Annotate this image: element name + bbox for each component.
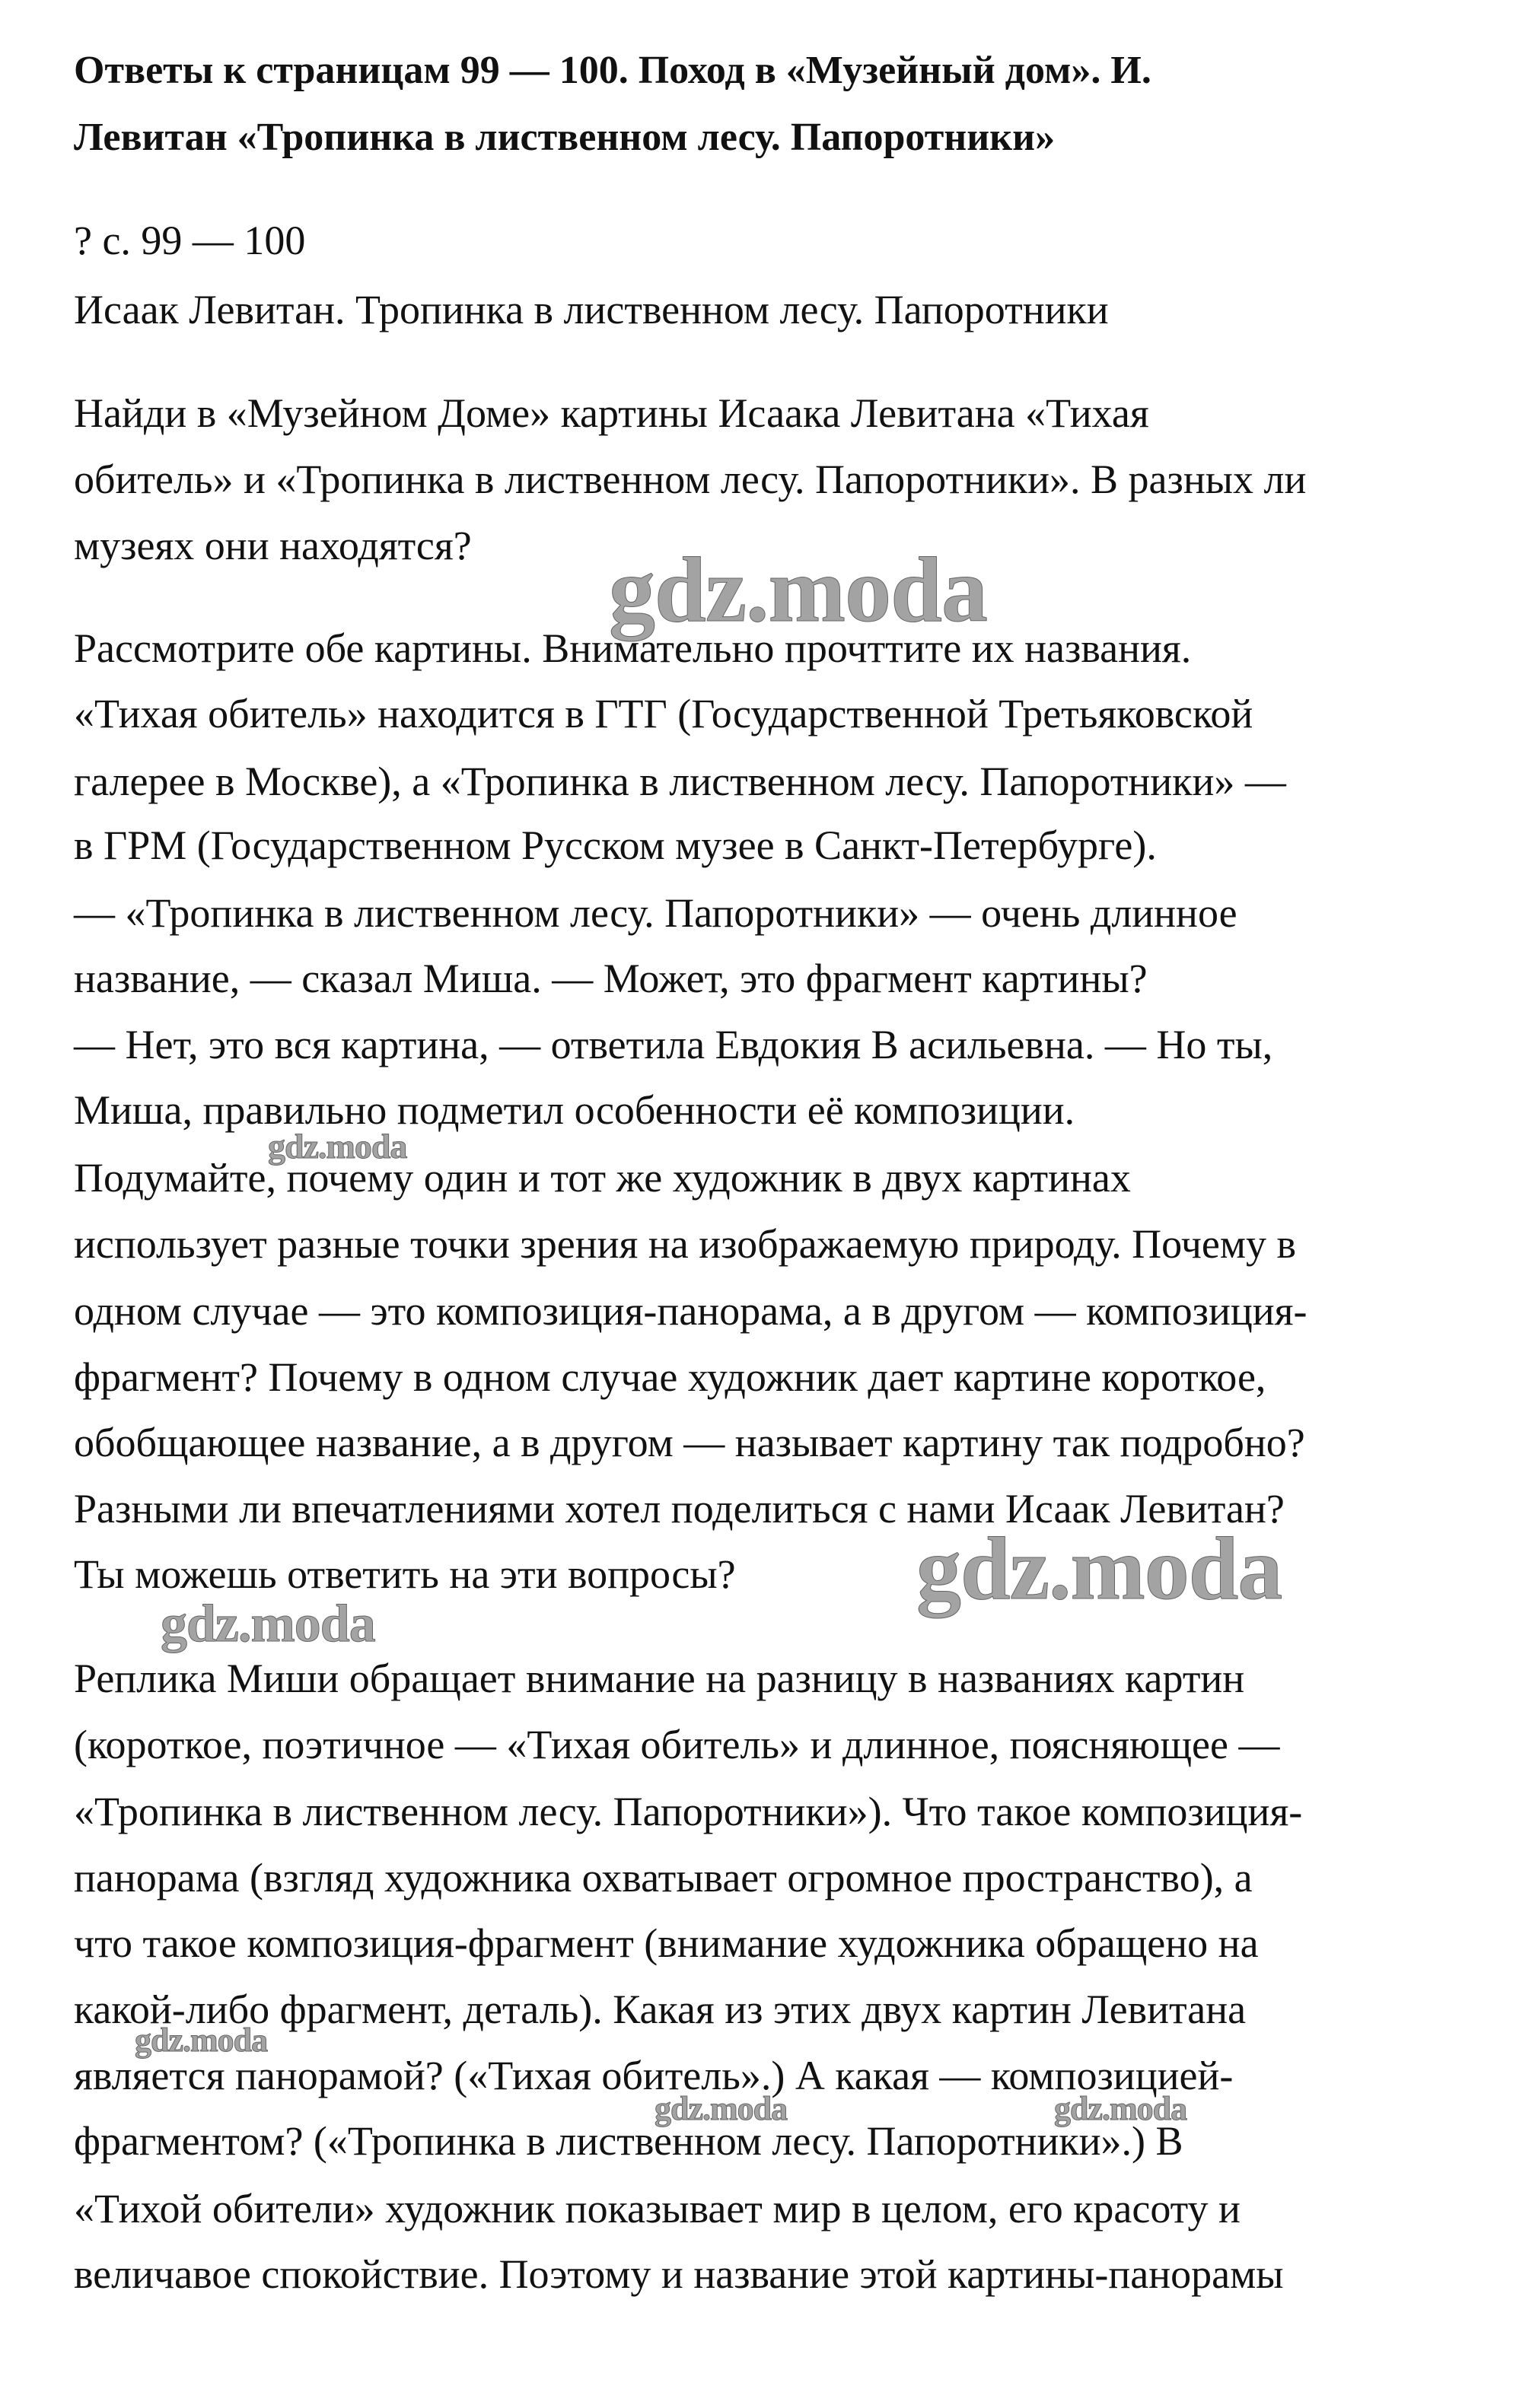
title-line-1: Ответы к страницам 99 — 100. Поход в «Музейный дом». И. [74, 49, 1151, 92]
answer-line: что такое композиция-фрагмент (внимание художника обращено на [74, 1920, 1259, 1966]
body-line: обобщающее название, а в другом — называет картину так подробно? [74, 1420, 1305, 1465]
page-reference: ? с. 99 — 100 [74, 218, 306, 263]
watermark: gdz.moda [161, 1595, 375, 1653]
body-line: Рассмотрите обе картины. Внимательно прочттите их названия. [74, 625, 1192, 671]
question-line: обитель» и «Тропинка в лиственном лесу. Папоротники». В разных ли [74, 456, 1307, 502]
body-line: название, — сказал Миша. — Может, это фрагмент картины? [74, 956, 1148, 1001]
answer-line: панорама (взгляд художника охватывает огромное пространство), а [74, 1855, 1253, 1901]
answer-line: какой-либо фрагмент, деталь). Какая из этих двух картин Левитана [74, 1987, 1247, 2032]
answer-line: фрагментом? («Тропинка в лиственном лесу. Папоротники».) В [74, 2118, 1183, 2164]
question-line: музеях они находятся? [74, 523, 472, 568]
body-line: в ГРМ (Государственном Русском музее в Санкт-Петербурге). [74, 822, 1157, 868]
watermark: gdz.moda [268, 1127, 407, 1166]
watermark: gdz.moda [1054, 2090, 1187, 2127]
watermark: gdz.moda [609, 539, 987, 641]
watermark: gdz.moda [135, 2022, 268, 2059]
question-line: Найди в «Музейном Доме» картины Исаака Левитана «Тихая [74, 390, 1149, 436]
body-line: использует разные точки зрения на изображаемую природу. Почему в [74, 1221, 1297, 1267]
body-line: Ты можешь ответить на эти вопросы? [74, 1551, 736, 1597]
body-line: одном случае — это композиция-панорама, а в другом — композиция- [74, 1288, 1307, 1334]
body-line: Миша, правильно подметил особенности её композиции. [74, 1087, 1075, 1133]
answer-line: «Тихой обители» художник показывает мир в целом, его красоту и [74, 2186, 1241, 2231]
answer-line: величавое спокойствие. Поэтому и название этой картины-панорамы [74, 2251, 1284, 2297]
body-line: галерее в Москве), а «Тропинка в лиственном лесу. Папоротники» — [74, 759, 1286, 804]
body-line: Подумайте, почему один и тот же художник в двух картинах [74, 1155, 1131, 1201]
watermark: gdz.moda [916, 1519, 1282, 1618]
body-line: — «Тропинка в лиственном лесу. Папоротники» — очень длинное [74, 890, 1237, 936]
answer-line: «Тропинка в лиственном лесу. Папоротники»). Что такое композиция- [74, 1789, 1303, 1834]
answer-line: является панорамой? («Тихая обитель».) А какая — композицией- [74, 2053, 1234, 2098]
body-line: Разными ли впечатлениями хотел поделиться с нами Исаак Левитан? [74, 1486, 1285, 1532]
subtitle: Исаак Левитан. Тропинка в лиственном лесу. Папоротники [74, 287, 1109, 332]
body-line: фрагмент? Почему в одном случае художник дает картине короткое, [74, 1354, 1266, 1400]
body-line: «Тихая обитель» находится в ГТГ (Государственной Третьяковской [74, 691, 1253, 736]
body-line: — Нет, это вся картина, — ответила Евдокия В асильевна. — Но ты, [74, 1022, 1273, 1067]
watermark: gdz.moda [655, 2090, 788, 2127]
answer-line: Реплика Миши обращает внимание на разницу в названиях картин [74, 1656, 1245, 1701]
title-line-2: Левитан «Тропинка в лиственном лесу. Папоротники» [74, 116, 1056, 159]
answer-line: (короткое, поэтичное — «Тихая обитель» и длинное, поясняющее — [74, 1722, 1280, 1767]
